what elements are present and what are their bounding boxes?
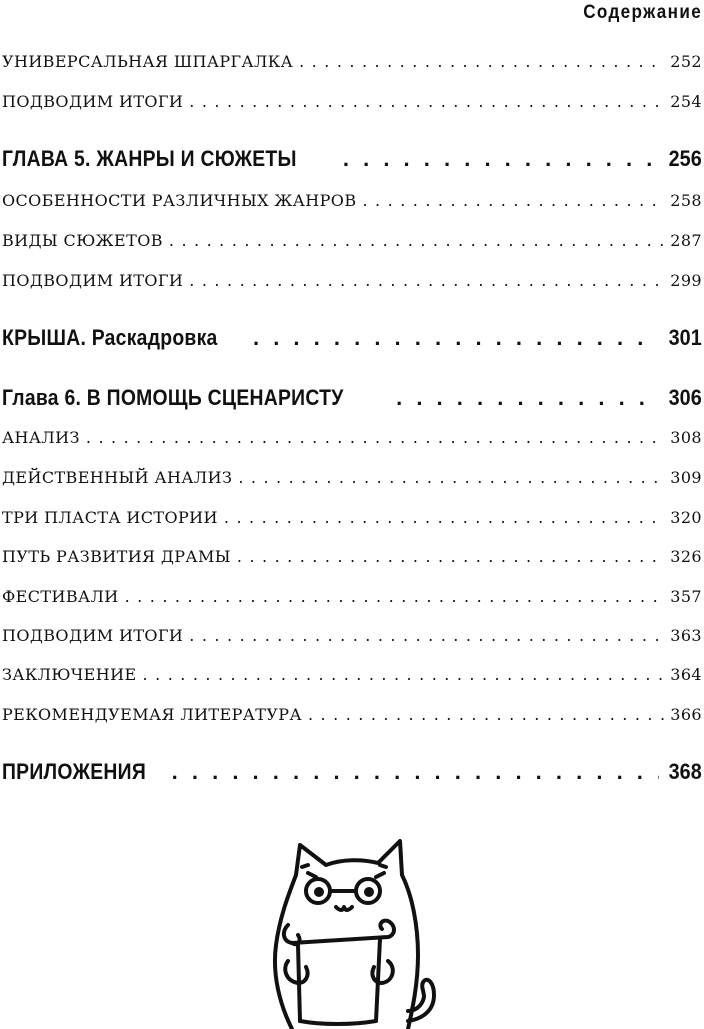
toc-entry-page: 256	[668, 146, 702, 171]
toc-entry[interactable]	[2, 508, 702, 527]
toc-entry-title: ПОДВОДИМ ИТОГИ	[2, 626, 184, 645]
toc-entry[interactable]	[2, 665, 702, 684]
toc-entry[interactable]	[2, 428, 702, 447]
dot-leader	[224, 508, 664, 527]
toc-entry-page: 299	[670, 271, 702, 290]
dot-leader	[253, 325, 659, 351]
toc-entry-page: 368	[668, 759, 702, 784]
toc-entry-page: 254	[670, 92, 702, 111]
toc-entry[interactable]	[2, 231, 702, 250]
dot-leader	[308, 705, 664, 724]
running-head: Содержание	[583, 2, 702, 23]
toc-entry-title: ПОДВОДИМ ИТОГИ	[2, 271, 184, 290]
toc-entry-page: 366	[670, 705, 702, 724]
toc-entry[interactable]	[2, 547, 702, 566]
dot-leader	[172, 759, 660, 785]
dot-leader	[86, 428, 664, 447]
dot-leader	[125, 587, 665, 606]
toc-entry[interactable]	[2, 52, 702, 71]
toc-entry[interactable]	[2, 92, 702, 111]
dot-leader	[189, 271, 664, 290]
toc-entry[interactable]	[2, 587, 702, 606]
dot-leader	[143, 665, 665, 684]
toc-entry-title: Глава 6. В ПОМОЩЬ СЦЕНАРИСТУ	[2, 385, 344, 410]
toc-entry-title: ГЛАВА 5. ЖАНРЫ И СЮЖЕТЫ	[2, 146, 297, 171]
toc-entry[interactable]	[2, 626, 702, 645]
dot-leader	[169, 231, 664, 250]
toc-entry-page: 258	[670, 191, 702, 210]
toc-entry-title: ФЕСТИВАЛИ	[2, 587, 119, 606]
toc-entry[interactable]	[2, 271, 702, 290]
toc-entry-title: ТРИ ПЛАСТА ИСТОРИИ	[2, 508, 218, 527]
toc-entry-title: РЕКОМЕНДУЕМАЯ ЛИТЕРАТУРА	[2, 705, 302, 724]
toc-entry-title: УНИВЕРСАЛЬНАЯ ШПАРГАЛКА	[2, 52, 294, 71]
toc-entry-title: ДЕЙСТВЕННЫЙ АНАЛИЗ	[2, 468, 233, 487]
toc-entry-page: 363	[670, 626, 702, 645]
toc-entry-title: ВИДЫ СЮЖЕТОВ	[2, 231, 163, 250]
toc-entry-page: 287	[670, 231, 702, 250]
dot-leader	[189, 626, 664, 645]
dot-leader	[362, 191, 664, 210]
toc-chapter-entry[interactable]	[2, 325, 702, 351]
toc-chapter-entry[interactable]	[2, 385, 702, 411]
toc-entry-page: 357	[670, 587, 702, 606]
toc-entry-page: 308	[670, 428, 702, 447]
toc-chapter-entry[interactable]	[2, 146, 702, 172]
dot-leader	[396, 385, 659, 411]
cat-with-glasses-icon	[262, 835, 462, 1029]
toc-entry-title: АНАЛИЗ	[2, 428, 80, 447]
dot-leader	[238, 468, 664, 487]
toc-entry-title: ПОДВОДИМ ИТОГИ	[2, 92, 184, 111]
toc-entry[interactable]	[2, 191, 702, 210]
toc-entry-title: ОСОБЕННОСТИ РАЗЛИЧНЫХ ЖАНРОВ	[2, 191, 357, 210]
dot-leader	[237, 547, 664, 566]
toc-entry[interactable]	[2, 705, 702, 724]
dot-leader	[189, 92, 664, 111]
toc-entry-page: 364	[670, 665, 702, 684]
toc-entry[interactable]	[2, 468, 702, 487]
toc-entry-page: 326	[670, 547, 702, 566]
toc-entry-page: 306	[668, 385, 702, 410]
toc-entry-page: 309	[670, 468, 702, 487]
toc-entry-page: 301	[668, 325, 702, 350]
toc-entry-title: КРЫША. Раскадровка	[2, 325, 218, 350]
dot-leader	[299, 52, 664, 71]
toc-entry-title: ПУТЬ РАЗВИТИЯ ДРАМЫ	[2, 547, 231, 566]
toc-chapter-entry[interactable]	[2, 759, 702, 785]
toc-entry-page: 320	[670, 508, 702, 527]
toc-entry-page: 252	[670, 52, 702, 71]
dot-leader	[343, 146, 659, 172]
toc-entry-title: ПРИЛОЖЕНИЯ	[2, 759, 147, 784]
toc-entry-title: ЗАКЛЮЧЕНИЕ	[2, 665, 137, 684]
